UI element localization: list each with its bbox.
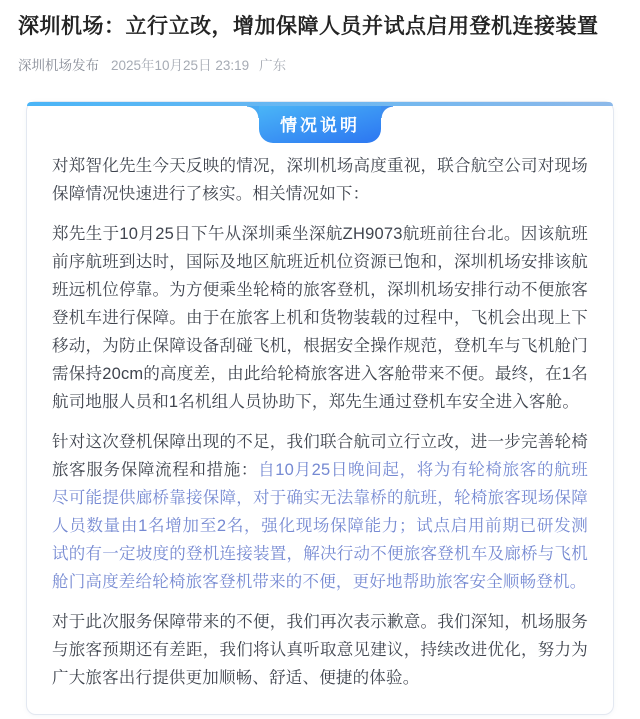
byline xyxy=(18,54,620,74)
source-link[interactable]: 深圳机场发布 xyxy=(18,58,99,74)
region-label: 广东 xyxy=(259,58,287,74)
statement-paragraph-2: 郑先生于10月25日下午从深圳乘坐深航ZH9073航班前往台北。因该航班前序航班到达时，国际及地区航班近机位资源已饱和，深圳机场安排该航班远机位停靠。为方便乘坐轮椅的旅客登机，深圳机场安排行动不便旅客登机车进行保障。由于在旅客上机和货物装载的过程中，飞机会出现上下移动，为防止保障设备刮碰飞机，根据安全操作规范，登机车与飞机舱门需保持20cm的高度差，由此给轮椅旅客进入客舱带来不便。最终，在1名航司地服人员和1名机组人员协助下，郑先生通过登机车安全进入客舱。 xyxy=(52,225,588,412)
statement-body xyxy=(27,102,613,714)
publish-timestamp: 2025年10月25日 23:19 xyxy=(111,58,250,74)
statement-paragraph-1: 对郑智化先生今天反映的情况，深圳机场高度重视，联合航空公司对现场保障情况快速进行了核实。相关情况如下： xyxy=(52,157,588,204)
paragraph-3-intro: 针对这次登机保障出现的不足，我们联合航司立行立改，进一步完善轮椅旅客服务保障流程和措施： xyxy=(52,433,588,480)
article-title: 深圳机场：立行立改，增加保障人员并试点启用登机连接装置 xyxy=(18,15,599,38)
paragraph-3-highlighted-measures: 自10月25日晚间起，将为有轮椅旅客的航班尽可能提供廊桥靠接保障，对于确实无法靠桥的航班，轮椅旅客现场保障人员数量由1名增加至2名，强化现场保障能力；试点启用前期已研发测试的有一定坡度的登机连接装置，解决行动不便旅客登机车及廊桥与飞机舱门高度差给轮椅旅客登机带来的不便，更好地帮助旅客安全顺畅登机。 xyxy=(52,461,588,592)
article-header xyxy=(0,0,640,74)
statement-badge: 情况说明 xyxy=(259,106,381,143)
statement-paragraph-4: 对于此次服务保障带来的不便，我们再次表示歉意。我们深知，机场服务与旅客预期还有差距，我们将认真听取意见建议，持续改进优化，努力为广大旅客出行提供更加顺畅、舒适、便捷的体验。 xyxy=(52,613,588,688)
statement-paragraph-3 xyxy=(52,428,588,596)
statement-card-image[interactable] xyxy=(26,101,614,715)
